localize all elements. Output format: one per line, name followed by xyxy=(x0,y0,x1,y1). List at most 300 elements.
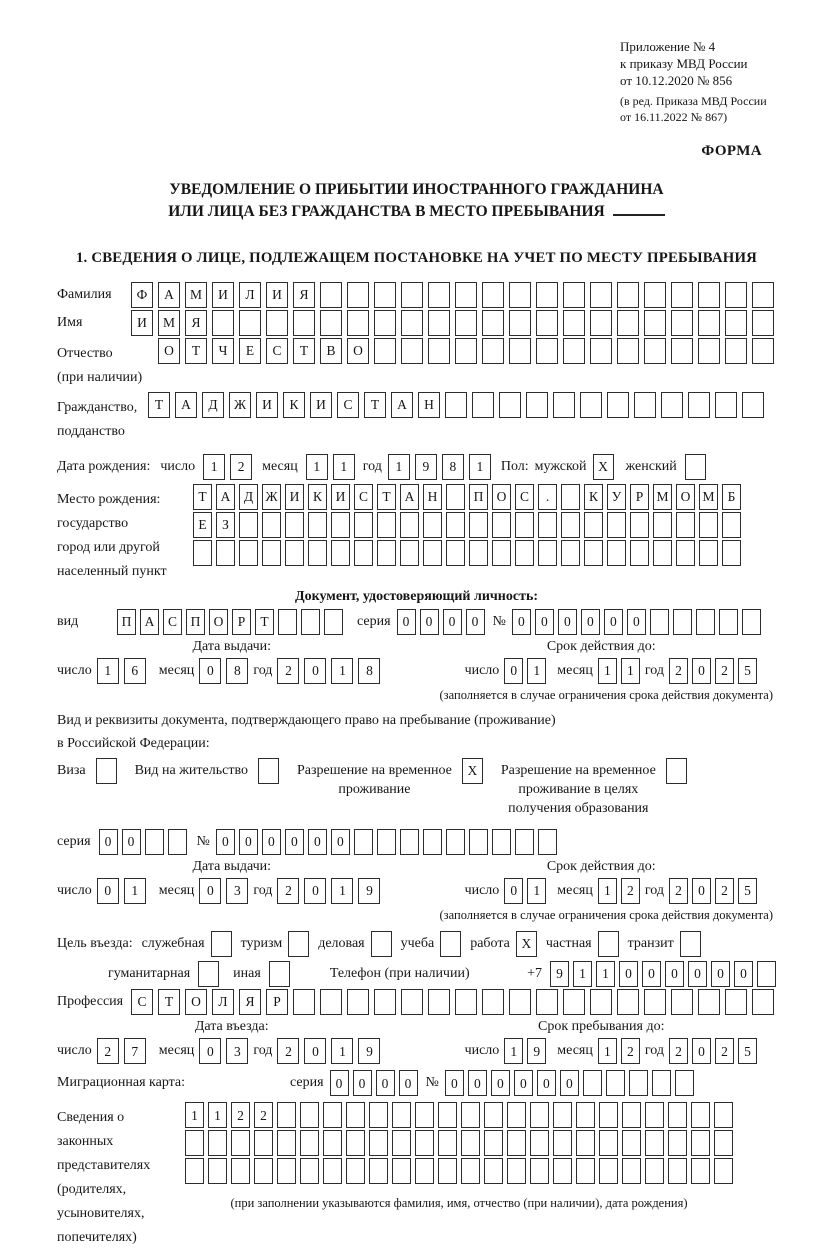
char-cell[interactable]: 2 xyxy=(277,1038,299,1064)
char-cell[interactable]: В xyxy=(320,338,342,364)
char-cell[interactable] xyxy=(374,310,396,336)
char-cell[interactable] xyxy=(354,512,373,538)
char-cell[interactable]: Ф xyxy=(131,282,153,308)
char-cell[interactable] xyxy=(553,1158,572,1184)
char-cell[interactable] xyxy=(401,282,423,308)
char-cell[interactable]: 0 xyxy=(504,658,523,684)
char-cell[interactable] xyxy=(482,282,504,308)
char-cell[interactable] xyxy=(254,1158,273,1184)
char-cell[interactable]: 1 xyxy=(333,454,355,480)
char-cell[interactable] xyxy=(563,989,585,1015)
visa-checkbox[interactable] xyxy=(96,758,117,784)
purpose-humanitarian-checkbox[interactable] xyxy=(198,961,219,987)
char-cell[interactable] xyxy=(622,1158,641,1184)
char-cell[interactable] xyxy=(650,609,669,635)
char-cell[interactable] xyxy=(400,540,419,566)
char-cell[interactable]: 2 xyxy=(669,878,688,904)
char-cell[interactable]: 0 xyxy=(331,829,350,855)
char-cell[interactable] xyxy=(691,1102,710,1128)
char-cell[interactable]: М xyxy=(653,484,672,510)
char-cell[interactable] xyxy=(653,540,672,566)
char-cell[interactable] xyxy=(323,1158,342,1184)
char-cell[interactable]: Т xyxy=(255,609,274,635)
char-cell[interactable] xyxy=(675,1070,694,1096)
char-cell[interactable] xyxy=(277,1130,296,1156)
char-cell[interactable] xyxy=(553,392,575,418)
char-cell[interactable]: 0 xyxy=(512,609,531,635)
char-cell[interactable]: 0 xyxy=(399,1070,418,1096)
char-cell[interactable] xyxy=(461,1130,480,1156)
char-cell[interactable] xyxy=(262,512,281,538)
char-cell[interactable] xyxy=(492,512,511,538)
char-cell[interactable] xyxy=(438,1130,457,1156)
char-cell[interactable] xyxy=(266,310,288,336)
char-cell[interactable] xyxy=(590,282,612,308)
char-cell[interactable] xyxy=(346,1130,365,1156)
char-cell[interactable] xyxy=(742,392,764,418)
char-cell[interactable]: Е xyxy=(239,338,261,364)
char-cell[interactable] xyxy=(599,1158,618,1184)
char-cell[interactable] xyxy=(509,310,531,336)
char-cell[interactable] xyxy=(606,1070,625,1096)
char-cell[interactable]: 1 xyxy=(388,454,410,480)
char-cell[interactable] xyxy=(392,1102,411,1128)
char-cell[interactable]: 0 xyxy=(642,961,661,987)
char-cell[interactable] xyxy=(752,338,774,364)
char-cell[interactable]: 2 xyxy=(669,1038,688,1064)
char-cell[interactable]: Д xyxy=(239,484,258,510)
char-cell[interactable] xyxy=(561,484,580,510)
char-cell[interactable] xyxy=(492,829,511,855)
char-cell[interactable] xyxy=(347,310,369,336)
char-cell[interactable]: О xyxy=(347,338,369,364)
char-cell[interactable] xyxy=(346,1102,365,1128)
char-cell[interactable]: И xyxy=(212,282,234,308)
char-cell[interactable]: О xyxy=(158,338,180,364)
char-cell[interactable]: 0 xyxy=(504,878,523,904)
char-cell[interactable]: Т xyxy=(158,989,180,1015)
char-cell[interactable] xyxy=(661,392,683,418)
char-cell[interactable]: Ч xyxy=(212,338,234,364)
char-cell[interactable]: 0 xyxy=(491,1070,510,1096)
temporary-residence-education-checkbox[interactable] xyxy=(666,758,687,784)
char-cell[interactable] xyxy=(698,310,720,336)
char-cell[interactable]: 0 xyxy=(308,829,327,855)
char-cell[interactable] xyxy=(392,1130,411,1156)
char-cell[interactable] xyxy=(509,989,531,1015)
char-cell[interactable] xyxy=(538,829,557,855)
char-cell[interactable] xyxy=(725,338,747,364)
char-cell[interactable]: 0 xyxy=(560,1070,579,1096)
purpose-other-checkbox[interactable] xyxy=(269,961,290,987)
char-cell[interactable] xyxy=(644,989,666,1015)
char-cell[interactable] xyxy=(278,609,297,635)
char-cell[interactable]: 6 xyxy=(124,658,146,684)
char-cell[interactable] xyxy=(216,540,235,566)
char-cell[interactable]: 5 xyxy=(738,1038,757,1064)
char-cell[interactable] xyxy=(401,310,423,336)
char-cell[interactable]: И xyxy=(285,484,304,510)
char-cell[interactable] xyxy=(698,338,720,364)
char-cell[interactable]: 1 xyxy=(527,878,546,904)
char-cell[interactable]: Я xyxy=(293,282,315,308)
char-cell[interactable] xyxy=(722,540,741,566)
char-cell[interactable] xyxy=(301,609,320,635)
char-cell[interactable]: Я xyxy=(185,310,207,336)
char-cell[interactable]: 1 xyxy=(331,878,353,904)
char-cell[interactable]: 3 xyxy=(226,1038,248,1064)
char-cell[interactable]: 0 xyxy=(558,609,577,635)
char-cell[interactable] xyxy=(347,282,369,308)
char-cell[interactable] xyxy=(482,338,504,364)
char-cell[interactable]: 1 xyxy=(124,878,146,904)
char-cell[interactable]: 0 xyxy=(604,609,623,635)
char-cell[interactable] xyxy=(308,540,327,566)
char-cell[interactable] xyxy=(369,1102,388,1128)
char-cell[interactable] xyxy=(536,338,558,364)
char-cell[interactable] xyxy=(699,540,718,566)
char-cell[interactable] xyxy=(676,540,695,566)
char-cell[interactable]: 0 xyxy=(581,609,600,635)
char-cell[interactable]: И xyxy=(256,392,278,418)
char-cell[interactable] xyxy=(438,1102,457,1128)
char-cell[interactable]: Д xyxy=(202,392,224,418)
char-cell[interactable] xyxy=(507,1158,526,1184)
char-cell[interactable]: 7 xyxy=(124,1038,146,1064)
char-cell[interactable] xyxy=(374,282,396,308)
char-cell[interactable]: 2 xyxy=(669,658,688,684)
char-cell[interactable] xyxy=(331,540,350,566)
char-cell[interactable]: 1 xyxy=(504,1038,523,1064)
char-cell[interactable] xyxy=(630,512,649,538)
char-cell[interactable] xyxy=(752,310,774,336)
char-cell[interactable] xyxy=(423,512,442,538)
char-cell[interactable]: 1 xyxy=(598,878,617,904)
char-cell[interactable] xyxy=(671,310,693,336)
char-cell[interactable] xyxy=(645,1158,664,1184)
char-cell[interactable]: 9 xyxy=(358,1038,380,1064)
char-cell[interactable] xyxy=(617,338,639,364)
char-cell[interactable]: 0 xyxy=(216,829,235,855)
char-cell[interactable] xyxy=(644,282,666,308)
char-cell[interactable]: И xyxy=(266,282,288,308)
char-cell[interactable] xyxy=(671,282,693,308)
char-cell[interactable] xyxy=(492,540,511,566)
char-cell[interactable]: Т xyxy=(293,338,315,364)
char-cell[interactable] xyxy=(584,512,603,538)
char-cell[interactable]: К xyxy=(308,484,327,510)
char-cell[interactable] xyxy=(455,338,477,364)
char-cell[interactable] xyxy=(428,338,450,364)
purpose-private-checkbox[interactable] xyxy=(598,931,619,957)
char-cell[interactable]: К xyxy=(283,392,305,418)
char-cell[interactable] xyxy=(300,1158,319,1184)
char-cell[interactable] xyxy=(668,1130,687,1156)
char-cell[interactable]: 1 xyxy=(306,454,328,480)
char-cell[interactable]: 2 xyxy=(230,454,252,480)
char-cell[interactable] xyxy=(499,392,521,418)
char-cell[interactable] xyxy=(320,310,342,336)
char-cell[interactable]: Я xyxy=(239,989,261,1015)
char-cell[interactable] xyxy=(715,392,737,418)
char-cell[interactable]: 5 xyxy=(738,658,757,684)
char-cell[interactable] xyxy=(308,512,327,538)
char-cell[interactable] xyxy=(369,1130,388,1156)
char-cell[interactable] xyxy=(438,1158,457,1184)
char-cell[interactable]: 0 xyxy=(537,1070,556,1096)
char-cell[interactable] xyxy=(400,512,419,538)
char-cell[interactable]: 2 xyxy=(715,1038,734,1064)
char-cell[interactable] xyxy=(374,338,396,364)
char-cell[interactable]: 0 xyxy=(97,878,119,904)
char-cell[interactable]: 1 xyxy=(97,658,119,684)
char-cell[interactable] xyxy=(714,1158,733,1184)
char-cell[interactable] xyxy=(415,1102,434,1128)
char-cell[interactable] xyxy=(536,989,558,1015)
char-cell[interactable] xyxy=(561,540,580,566)
char-cell[interactable]: 1 xyxy=(203,454,225,480)
char-cell[interactable] xyxy=(392,1158,411,1184)
purpose-tourism-checkbox[interactable] xyxy=(288,931,309,957)
char-cell[interactable] xyxy=(538,512,557,538)
char-cell[interactable]: 0 xyxy=(619,961,638,987)
char-cell[interactable] xyxy=(346,1158,365,1184)
char-cell[interactable] xyxy=(293,989,315,1015)
char-cell[interactable]: . xyxy=(538,484,557,510)
char-cell[interactable] xyxy=(563,310,585,336)
char-cell[interactable] xyxy=(469,540,488,566)
char-cell[interactable] xyxy=(446,512,465,538)
char-cell[interactable]: 9 xyxy=(527,1038,546,1064)
char-cell[interactable]: 0 xyxy=(304,1038,326,1064)
char-cell[interactable] xyxy=(673,609,692,635)
char-cell[interactable] xyxy=(168,829,187,855)
char-cell[interactable] xyxy=(576,1130,595,1156)
char-cell[interactable] xyxy=(285,512,304,538)
char-cell[interactable]: 8 xyxy=(358,658,380,684)
char-cell[interactable]: Т xyxy=(185,338,207,364)
char-cell[interactable]: А xyxy=(158,282,180,308)
char-cell[interactable] xyxy=(645,1102,664,1128)
char-cell[interactable] xyxy=(446,540,465,566)
char-cell[interactable] xyxy=(469,829,488,855)
char-cell[interactable]: 0 xyxy=(445,1070,464,1096)
char-cell[interactable] xyxy=(714,1102,733,1128)
char-cell[interactable]: 0 xyxy=(692,878,711,904)
char-cell[interactable] xyxy=(323,1130,342,1156)
char-cell[interactable] xyxy=(369,1158,388,1184)
char-cell[interactable] xyxy=(509,338,531,364)
char-cell[interactable] xyxy=(526,392,548,418)
char-cell[interactable]: Б xyxy=(722,484,741,510)
char-cell[interactable] xyxy=(400,829,419,855)
char-cell[interactable] xyxy=(536,310,558,336)
char-cell[interactable] xyxy=(580,392,602,418)
char-cell[interactable]: П xyxy=(186,609,205,635)
purpose-transit-checkbox[interactable] xyxy=(680,931,701,957)
char-cell[interactable]: 0 xyxy=(397,609,416,635)
char-cell[interactable]: 2 xyxy=(715,658,734,684)
char-cell[interactable]: 1 xyxy=(331,658,353,684)
char-cell[interactable] xyxy=(484,1158,503,1184)
char-cell[interactable]: И xyxy=(131,310,153,336)
char-cell[interactable] xyxy=(752,282,774,308)
char-cell[interactable] xyxy=(415,1158,434,1184)
char-cell[interactable]: З xyxy=(216,512,235,538)
char-cell[interactable] xyxy=(698,989,720,1015)
char-cell[interactable]: С xyxy=(515,484,534,510)
char-cell[interactable] xyxy=(277,1158,296,1184)
char-cell[interactable]: 0 xyxy=(199,658,221,684)
char-cell[interactable] xyxy=(377,540,396,566)
char-cell[interactable]: 2 xyxy=(715,878,734,904)
char-cell[interactable]: М xyxy=(699,484,718,510)
char-cell[interactable] xyxy=(607,540,626,566)
char-cell[interactable] xyxy=(239,310,261,336)
char-cell[interactable] xyxy=(262,540,281,566)
char-cell[interactable] xyxy=(725,310,747,336)
char-cell[interactable] xyxy=(507,1102,526,1128)
char-cell[interactable]: 0 xyxy=(99,829,118,855)
char-cell[interactable] xyxy=(208,1130,227,1156)
char-cell[interactable]: Ж xyxy=(229,392,251,418)
char-cell[interactable] xyxy=(320,989,342,1015)
char-cell[interactable]: Л xyxy=(239,282,261,308)
char-cell[interactable]: 1 xyxy=(331,1038,353,1064)
char-cell[interactable] xyxy=(553,1102,572,1128)
char-cell[interactable]: Ж xyxy=(262,484,281,510)
char-cell[interactable] xyxy=(193,540,212,566)
char-cell[interactable]: А xyxy=(175,392,197,418)
char-cell[interactable] xyxy=(484,1102,503,1128)
char-cell[interactable]: 2 xyxy=(277,878,299,904)
char-cell[interactable]: С xyxy=(266,338,288,364)
char-cell[interactable]: 0 xyxy=(535,609,554,635)
char-cell[interactable] xyxy=(461,1102,480,1128)
char-cell[interactable]: С xyxy=(354,484,373,510)
char-cell[interactable]: 0 xyxy=(443,609,462,635)
char-cell[interactable] xyxy=(699,512,718,538)
char-cell[interactable]: 0 xyxy=(711,961,730,987)
char-cell[interactable]: 5 xyxy=(738,878,757,904)
char-cell[interactable] xyxy=(617,282,639,308)
char-cell[interactable]: 9 xyxy=(415,454,437,480)
char-cell[interactable]: 0 xyxy=(199,878,221,904)
char-cell[interactable]: 0 xyxy=(627,609,646,635)
char-cell[interactable] xyxy=(324,609,343,635)
char-cell[interactable] xyxy=(590,338,612,364)
char-cell[interactable] xyxy=(323,1102,342,1128)
char-cell[interactable] xyxy=(599,1102,618,1128)
char-cell[interactable] xyxy=(377,512,396,538)
char-cell[interactable] xyxy=(347,989,369,1015)
char-cell[interactable] xyxy=(300,1102,319,1128)
char-cell[interactable] xyxy=(691,1130,710,1156)
char-cell[interactable]: 0 xyxy=(692,1038,711,1064)
char-cell[interactable] xyxy=(676,512,695,538)
char-cell[interactable]: 1 xyxy=(208,1102,227,1128)
char-cell[interactable] xyxy=(461,1158,480,1184)
char-cell[interactable] xyxy=(691,1158,710,1184)
char-cell[interactable] xyxy=(320,282,342,308)
char-cell[interactable]: А xyxy=(140,609,159,635)
char-cell[interactable] xyxy=(725,282,747,308)
char-cell[interactable] xyxy=(561,512,580,538)
char-cell[interactable] xyxy=(622,1130,641,1156)
char-cell[interactable] xyxy=(377,829,396,855)
char-cell[interactable] xyxy=(455,310,477,336)
char-cell[interactable] xyxy=(671,989,693,1015)
char-cell[interactable] xyxy=(401,338,423,364)
char-cell[interactable]: 1 xyxy=(185,1102,204,1128)
char-cell[interactable]: 2 xyxy=(621,878,640,904)
char-cell[interactable]: П xyxy=(469,484,488,510)
char-cell[interactable] xyxy=(590,989,612,1015)
char-cell[interactable]: 0 xyxy=(304,878,326,904)
char-cell[interactable]: 0 xyxy=(285,829,304,855)
char-cell[interactable] xyxy=(455,282,477,308)
char-cell[interactable]: 1 xyxy=(469,454,491,480)
char-cell[interactable]: О xyxy=(185,989,207,1015)
char-cell[interactable] xyxy=(617,310,639,336)
char-cell[interactable]: А xyxy=(391,392,413,418)
char-cell[interactable] xyxy=(630,540,649,566)
char-cell[interactable] xyxy=(208,1158,227,1184)
char-cell[interactable]: 0 xyxy=(122,829,141,855)
char-cell[interactable] xyxy=(530,1158,549,1184)
char-cell[interactable] xyxy=(583,1070,602,1096)
char-cell[interactable] xyxy=(698,282,720,308)
char-cell[interactable] xyxy=(374,989,396,1015)
sex-male-checkbox[interactable]: X xyxy=(593,454,614,480)
char-cell[interactable]: Р xyxy=(232,609,251,635)
char-cell[interactable]: Т xyxy=(148,392,170,418)
char-cell[interactable] xyxy=(482,310,504,336)
char-cell[interactable] xyxy=(515,829,534,855)
char-cell[interactable] xyxy=(719,609,738,635)
char-cell[interactable] xyxy=(145,829,164,855)
char-cell[interactable] xyxy=(536,282,558,308)
char-cell[interactable]: 1 xyxy=(596,961,615,987)
char-cell[interactable]: Е xyxy=(193,512,212,538)
char-cell[interactable]: Н xyxy=(423,484,442,510)
char-cell[interactable]: 1 xyxy=(598,1038,617,1064)
char-cell[interactable]: Т xyxy=(193,484,212,510)
char-cell[interactable] xyxy=(563,338,585,364)
char-cell[interactable]: 1 xyxy=(573,961,592,987)
char-cell[interactable] xyxy=(576,1158,595,1184)
char-cell[interactable] xyxy=(515,512,534,538)
char-cell[interactable] xyxy=(509,282,531,308)
char-cell[interactable] xyxy=(515,540,534,566)
char-cell[interactable] xyxy=(757,961,776,987)
char-cell[interactable] xyxy=(484,1130,503,1156)
char-cell[interactable]: 8 xyxy=(226,658,248,684)
char-cell[interactable]: 0 xyxy=(468,1070,487,1096)
char-cell[interactable]: С xyxy=(337,392,359,418)
char-cell[interactable] xyxy=(231,1158,250,1184)
char-cell[interactable] xyxy=(584,540,603,566)
char-cell[interactable]: 0 xyxy=(665,961,684,987)
char-cell[interactable]: 0 xyxy=(514,1070,533,1096)
char-cell[interactable] xyxy=(668,1158,687,1184)
char-cell[interactable] xyxy=(446,484,465,510)
char-cell[interactable]: 2 xyxy=(97,1038,119,1064)
char-cell[interactable]: 0 xyxy=(688,961,707,987)
char-cell[interactable] xyxy=(714,1130,733,1156)
char-cell[interactable]: 0 xyxy=(692,658,711,684)
char-cell[interactable] xyxy=(722,512,741,538)
